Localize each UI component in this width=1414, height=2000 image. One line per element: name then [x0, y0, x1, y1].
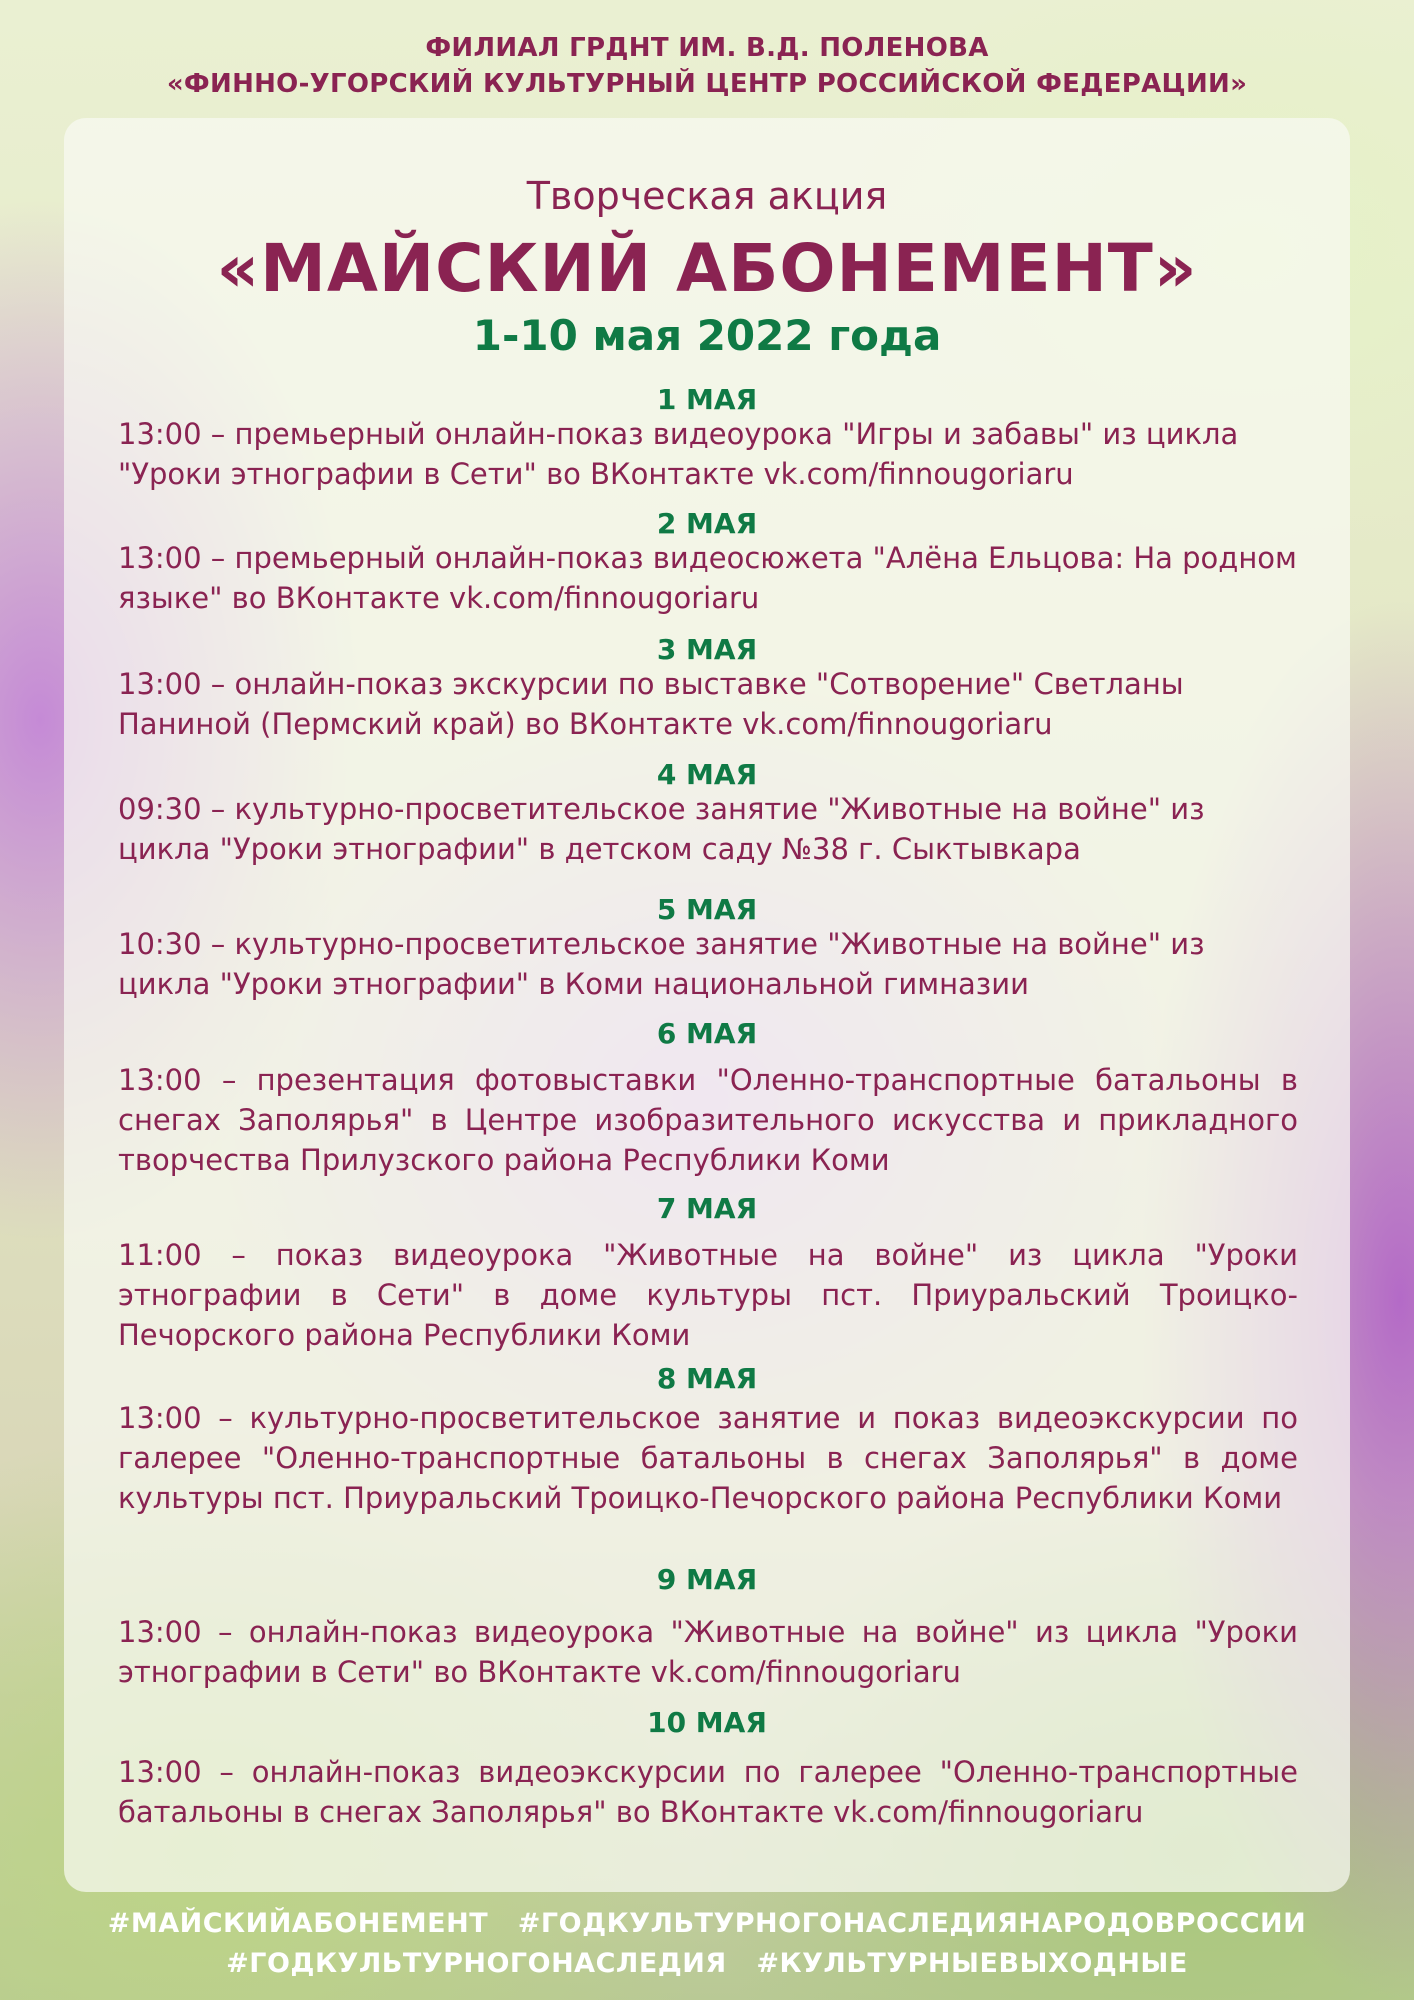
event-description: 13:00 – премьерный онлайн-показ видеоурока "Игры и забавы" из цикла "Уроки этнографии в Сети" во ВКонтакте vk.com/finnougoriaru	[118, 417, 1239, 491]
event-description: 13:00 – онлайн-показ экскурсии по выставке "Сотворение" Светланы Паниной (Пермский край) во ВКонтакте vk.com/finnougoriaru	[118, 667, 1184, 741]
event-dates: 1-10 мая 2022 года	[472, 311, 942, 360]
day-heading: 9 МАЯ	[656, 1563, 758, 1596]
day-heading: 4 МАЯ	[656, 758, 758, 791]
event-description: 11:00 – показ видеоурока "Животные на войне" из цикла "Уроки этнографии в Сети" в доме культуры пст. Приуральский Троицко-Печорского района Республики Коми	[118, 1238, 1298, 1352]
day-heading: 5 МАЯ	[656, 893, 758, 926]
hashtags	[0, 1904, 1414, 1984]
event-description: 13:00 – онлайн-показ видеоурока "Животные на войне" из цикла "Уроки этнографии в Сети" во ВКонтакте vk.com/finnougoriaru	[118, 1615, 1298, 1689]
day-heading: 2 МАЯ	[656, 507, 758, 540]
event-description: 13:00 – онлайн-показ видеоэкскурсии по галерее "Оленно-транспортные батальоны в снегах Заполярья" во ВКонтакте vk.com/finnougoriaru	[118, 1755, 1298, 1829]
day-heading: 8 МАЯ	[656, 1362, 758, 1395]
day-heading: 7 МАЯ	[656, 1192, 758, 1225]
event-description: 13:00 – премьерный онлайн-показ видеосюжета "Алёна Ельцова: На родном языке" во ВКонтакте vk.com/finnougoriaru	[118, 541, 1297, 615]
day-heading: 10 МАЯ	[647, 1706, 767, 1739]
event-description: 10:30 – культурно-просветительское занятие "Животные на войне" из цикла "Уроки этнографии" в Коми национальной гимназии	[118, 927, 1205, 1001]
day-heading: 1 МАЯ	[656, 383, 758, 416]
hashtags-line: #МАЙСКИЙАБОНЕМЕНТ #ГОДКУЛЬТУРНОГОНАСЛЕДИЯНАРОДОВРОССИИ	[107, 1908, 1307, 1939]
event-description: 09:30 – культурно-просветительское занятие "Животные на войне" из цикла "Уроки этнографии" в детском саду №38 г. Сыктывкара	[118, 792, 1205, 866]
event-title: «МАЙСКИЙ АБОНЕМЕНТ»	[216, 230, 1198, 307]
hashtags-line: #ГОДКУЛЬТУРНОГОНАСЛЕДИЯ #КУЛЬТУРНЫЕВЫХОДНЫЕ	[226, 1948, 1188, 1979]
day-heading: 6 МАЯ	[656, 1017, 758, 1050]
event-subtitle: Творческая акция	[526, 174, 888, 218]
organization-header	[0, 30, 1414, 102]
event-description: 13:00 – презентация фотовыставки "Оленно-транспортные батальоны в снегах Заполярья" в Центре изобразительного искусства и прикладного творчества Прилузского района Республики Коми	[118, 1063, 1298, 1177]
event-description: 13:00 – культурно-просветительское занятие и показ видеоэкскурсии по галерее "Оленно-транспортные батальоны в снегах Заполярья" в доме культуры пст. Приуральский Троицко-Печорского района Республики Коми	[118, 1401, 1298, 1515]
organization-center: «ФИННО-УГОРСКИЙ КУЛЬТУРНЫЙ ЦЕНТР РОССИЙСКОЙ ФЕДЕРАЦИИ»	[166, 69, 1248, 99]
organization-branch: ФИЛИАЛ ГРДНТ ИМ. В.Д. ПОЛЕНОВА	[425, 33, 989, 63]
day-heading: 3 МАЯ	[656, 633, 758, 666]
